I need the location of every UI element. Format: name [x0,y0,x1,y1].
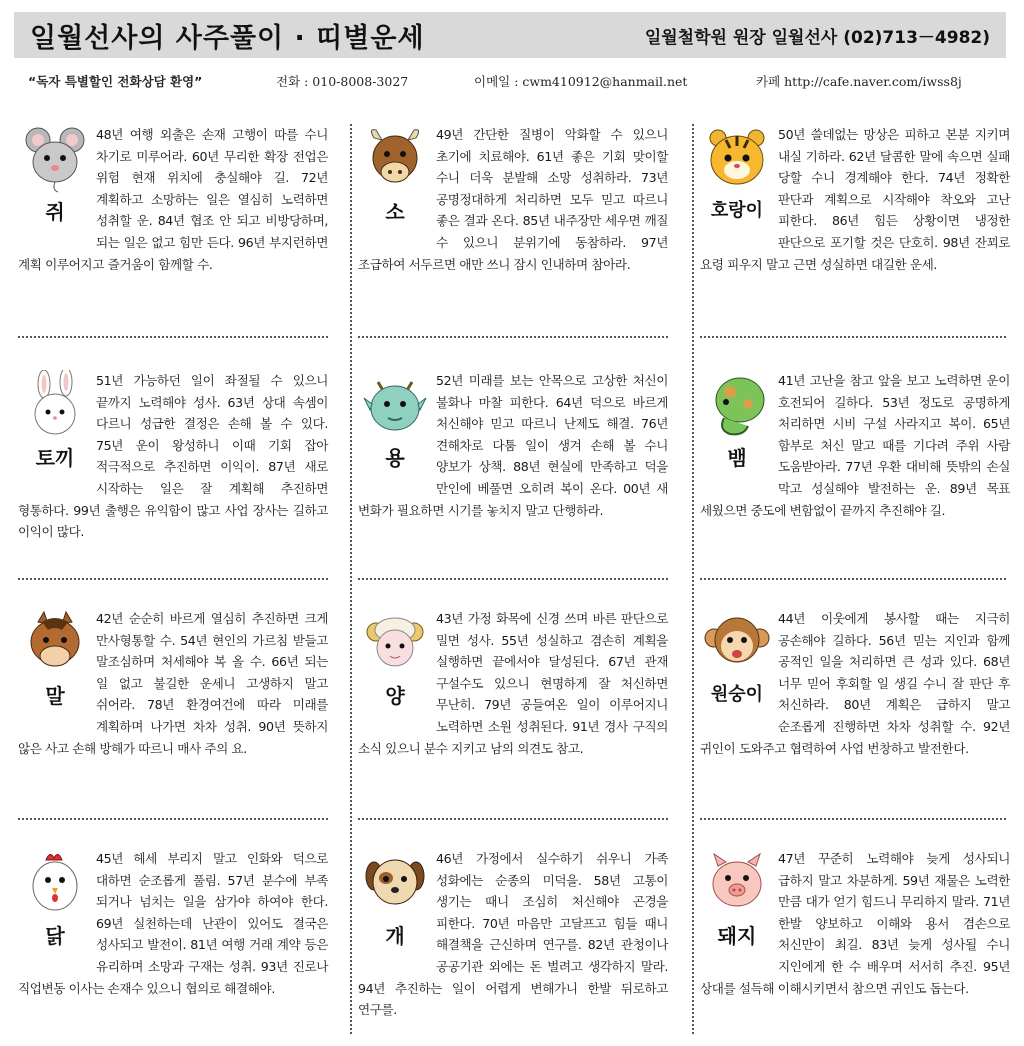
row-divider [358,336,668,338]
tiger-icon [704,124,770,194]
column-divider [692,124,694,1034]
zodiac-rooster [18,848,328,1046]
snake-icon [704,370,770,440]
column-divider [350,124,352,1034]
zodiac-horse [18,608,328,808]
row-divider [358,818,668,820]
sheep-icon [362,608,428,678]
fortune-text: 52년 미래를 보는 안목으로 고상한 처신이 불화나 마찰 피한다. 64년 덕으로 바르게 처신해야 믿고 따르니 난제도 해결. 76년 견해차로 다툼 일이 생겨 손해 볼 수니 양보가 상책. 88년 현실에 만족하고 덕을 만인에 베풀면 오히려 복이 온다. 00년 새 변화가 필요하면 시기를 놓치지 말고 단행하라. [358,373,668,518]
fortune-text: 41년 고난을 참고 앞을 보고 노력하면 운이 호전되어 길하다. 53년 정도로 공명하게 처리하면 시비 구설 사라지고 복이. 65년 함부로 처신 말고 때를 기다려 주위 사람 도움받아라. 77년 우환 대비해 뜻밖의 손실 막고 성실해야 발전하는 운. 89년 목표 세웠으면 중도에 변함없이 끝까지 추진해야 길. [700,373,1010,518]
fortune-text: 42년 순순히 바르게 열심히 추진하면 크게 만사형통할 수. 54년 현인의 가르침 받들고 말조심하며 처세해야 복 올 수. 66년 되는 일 없고 불길한 운세니 고생하지 말고 쉬어라. 78년 환경여건에 따라 미래를 계획하며 나가면 차차 성취. 90년 뜻하지 않은 사고 손해 방해가 따르니 매사 주의 요. [18,611,328,756]
animal-name: 용 [385,446,405,470]
fortune-text: 51년 가능하던 일이 좌절될 수 있으니 끝까지 노력해야 성사. 63년 상대 속셈이 다르니 성급한 결정은 손해 볼 수 있다. 75년 운이 왕성하니 이때 기회 잡아 적극적으로 추진하면 이익이. 87년 새로 시작하는 일은 잘 계획해 추진하면 형통하다. 99년 출행은 유익함이 많고 사업 장사는 길하고 이익이 많다. [18,373,328,540]
animal-name: 뱀 [727,446,747,470]
fortune-text: 43년 가정 화목에 신경 쓰며 바른 판단으로 밀면 성사. 55년 성실하고 겸손히 계획을 실행하면 끝에서야 달성된다. 67년 관재 구설수도 있으니 현명하게 잘 처신하면 무난히. 79년 공들여온 일이 이루어지니 노력하면 소원 성취된다. 91년 경사 구직의 소식 있으니 분수 지키고 남의 의견도 참고. [358,611,668,756]
zodiac-sheep [358,608,668,808]
animal-name: 호랑이 [710,200,764,221]
horse-icon [22,608,88,678]
fortune-text: 47년 꾸준히 노력해야 늦게 성사되니 급하지 말고 차분하게. 59년 재물은 노력한 만큼 대가 얻기 힘드니 무리하지 말라. 71년 한발 양보하고 이해와 용서 겸손으로 처신만이 최길. 83년 늦게 성사될 수니 지인에게 한 수 배우며 서서히 추진. 95년 상대를 설득해 이해시키면서 참으면 귀인도 돕는다. [700,851,1010,996]
zodiac-monkey [700,608,1010,808]
dragon-icon [362,370,428,440]
page-title: 일월선사의 사주풀이 · 띠별운세 [30,22,425,54]
fortune-text: 49년 간단한 질병이 악화할 수 있으니 초기에 치료해야. 61년 좋은 기회 맞이할 수니 더욱 분발해 소망 성취하라. 73년 공명정대하게 처리하면 모두 믿고 따르니 좋은 결과 온다. 85년 내주장만 세우면 깨질 수 있으니 분위기에 동참하라. 97년 조급하여 서두르면 애만 쓰니 잠시 인내하며 참아라. [358,127,668,272]
row-divider [700,818,1006,820]
row-divider [700,336,1006,338]
rooster-icon [22,848,88,918]
zodiac-dog [358,848,668,1046]
fortune-text: 48년 여행 외출은 손재 고행이 따를 수니 차기로 미루어라. 60년 무리한 확장 전업은 위험 현재 위치에 충실해야 길. 72년 계획하고 소망하는 일은 열심히 노력하면 성취할 운. 84년 협조 안 되고 비방당하며, 되는 일은 없고 힘만 든다. 96년 부지런하면 계획 이루어지고 즐거움이 함께할 수. [18,127,328,272]
zodiac-rat [18,124,328,324]
zodiac-ox [358,124,668,324]
promo-text: “독자 특별할인 전화상담 환영” [28,74,203,89]
animal-name: 쥐 [45,200,65,224]
animal-name: 토끼 [35,446,75,470]
zodiac-snake [700,370,1010,570]
monkey-icon [704,608,770,678]
animal-name: 말 [45,684,65,708]
animal-name: 닭 [45,924,65,948]
fortune-text: 44년 이웃에게 봉사할 때는 지극히 공손해야 길하다. 56년 믿는 지인과 함께 공적인 일을 처리하면 큰 성과 있다. 68년 너무 믿어 후회할 일 생길 수니 잘 판단 후 처신하라. 80년 계획은 급하지 말고 순조롭게 진행하면 차차 성취할 수. 92년 귀인이 도와주고 협력하여 사업 번창하고 발전한다. [700,611,1010,756]
zodiac-rabbit [18,370,328,570]
author-info: 일월철학원 원장 일월선사 (02)713－4982) [644,27,990,48]
row-divider [18,578,328,580]
animal-name: 돼지 [717,924,757,948]
zodiac-grid [14,118,1010,1038]
contact-line [14,70,1006,92]
phone-number: 전화 : 010-8008-3027 [276,74,409,89]
zodiac-pig [700,848,1010,1046]
zodiac-dragon [358,370,668,570]
zodiac-tiger [700,124,1010,324]
animal-name: 원숭이 [710,684,764,705]
animal-name: 개 [385,924,405,948]
fortune-text: 46년 가정에서 실수하기 쉬우니 가족 성화에는 순종의 미덕을. 58년 고통이 생기는 때니 조심히 처신해야 곤경을 피한다. 70년 마음만 고달프고 힘들 때니 해결책을 근신하며 연구를. 82년 관청이나 공공기관 외에는 돈 벌려고 생각하지 말라. 94년 추진하는 일이 어렵게 변해가니 한발 뒤로하고 연구를. [358,851,668,1018]
rabbit-icon [22,370,88,440]
fortune-text: 50년 쓸데없는 망상은 피하고 본분 지키며 내실 기하라. 62년 달콤한 말에 속으면 실패 당할 수니 경계해야 한다. 74년 정확한 판단과 계획으로 시작해야 착오와 고난 피한다. 86년 힘든 상황이면 냉정한 판단으로 포기할 것은 단호히. 98년 잔꾀로 요령 피우지 말고 근면 성실하면 대길한 운세. [700,127,1010,272]
fortune-text: 45년 헤세 부리지 말고 인화와 덕으로 대하면 순조롭게 풀림. 57년 분수에 부족 되거나 넘치는 일을 삼가야 하여야 한다. 69년 실천하는데 난관이 있어도 결국은 성사되고 발전이. 81년 여행 거래 계약 등은 유리하며 소망과 구재는 성취. 93년 진로나 직업변동 이사는 손재수 있으니 협의로 해결해야. [18,851,328,996]
row-divider [700,578,1006,580]
animal-name: 소 [385,200,405,224]
ox-icon [362,124,428,194]
animal-name: 양 [385,684,405,708]
row-divider [18,336,328,338]
rat-icon [22,124,88,194]
header-bar [14,12,1006,58]
dog-icon [362,848,428,918]
cafe-url: 카페 http://cafe.naver.com/iwss8j [756,74,962,89]
email-address: 이메일 : cwm410912@hanmail.net [474,74,688,89]
row-divider [18,818,328,820]
row-divider [358,578,668,580]
pig-icon [704,848,770,918]
